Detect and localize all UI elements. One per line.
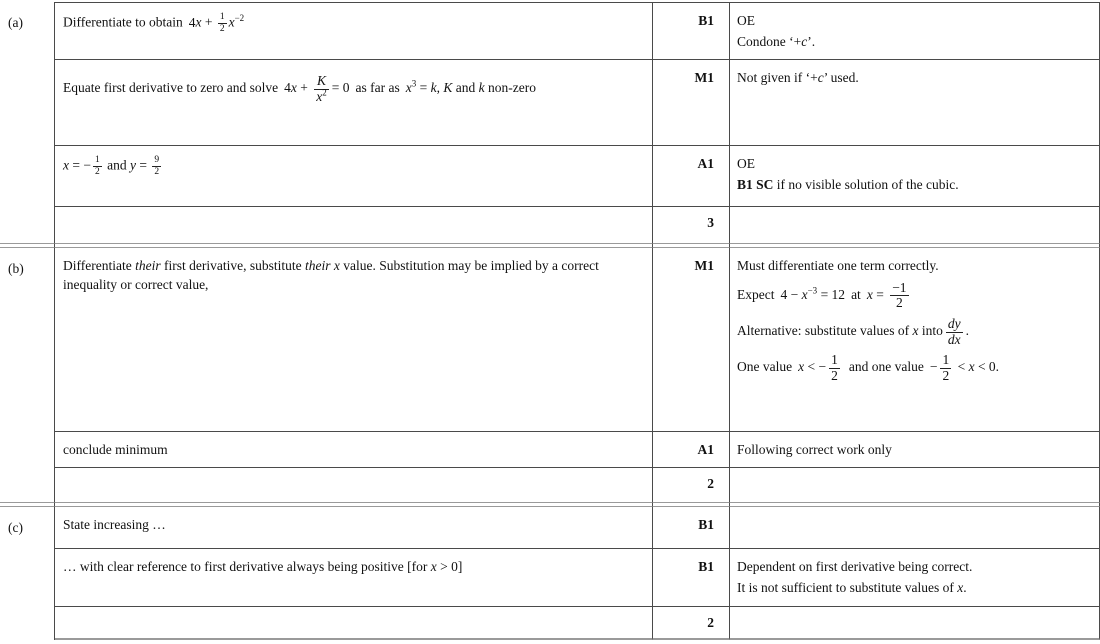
bold-run: B1 SC — [737, 176, 774, 192]
exponent: −3 — [807, 285, 818, 296]
math-op: = − — [69, 157, 91, 173]
part-label-text: (b) — [8, 261, 24, 276]
text-run: Differentiate to obtain — [63, 14, 183, 30]
total-cell: 3 — [652, 207, 730, 243]
text-run: Alternative: substitute values of — [737, 323, 913, 339]
math-var: x — [968, 359, 975, 375]
text-run: value. Substitution may be implied by a correct inequality or correct value, — [63, 258, 599, 292]
row-a2 — [0, 60, 1100, 146]
mark-cell: B1 — [652, 2, 730, 60]
mark-cell: B1 — [652, 549, 730, 607]
frac-den: 2 — [831, 367, 838, 383]
math-var: K — [443, 80, 453, 96]
comment-cell-empty — [730, 207, 1100, 243]
math-op: + — [296, 80, 312, 96]
italic-run: their — [135, 258, 161, 273]
frac-den: 2 — [219, 23, 225, 34]
comment-cell — [730, 60, 1100, 146]
comment-line: Must differentiate one term correctly. — [737, 258, 939, 273]
mark-cell: A1 — [652, 146, 730, 207]
math-var: x — [798, 359, 805, 375]
answer-cell-empty — [55, 207, 652, 243]
comment-cell — [730, 549, 1100, 607]
frac-num: 1 — [831, 352, 838, 368]
answer-cell — [55, 146, 652, 207]
part-label-text: (a) — [8, 15, 23, 30]
frac-num: K — [317, 73, 327, 88]
frac-num: 1 — [219, 12, 225, 22]
math-var: x — [866, 287, 873, 303]
comment-line: Following correct work only — [737, 442, 892, 457]
fraction — [218, 12, 227, 35]
fraction — [314, 74, 329, 104]
math-op: < — [954, 359, 969, 375]
part-label-c — [0, 507, 55, 640]
answer-cell-empty — [55, 468, 652, 502]
math-op: > 0 — [436, 559, 458, 574]
text-run: as far as — [355, 80, 400, 96]
comment-line: OE — [737, 156, 755, 171]
mark-cell: B1 — [652, 507, 730, 549]
text-run: into — [918, 323, 943, 339]
math-var: x — [405, 80, 412, 96]
part-label-text: (c) — [8, 520, 23, 535]
math-op: = 0 — [331, 80, 350, 96]
math-op: < 0. — [974, 359, 1000, 375]
math-var: x — [316, 88, 323, 104]
frac-den: 2 — [154, 166, 160, 177]
text-run: Differentiate — [63, 258, 136, 273]
fraction — [829, 353, 840, 383]
row-a-total — [0, 207, 1100, 243]
frac-den: dx — [947, 331, 961, 347]
text-run: ’ used. — [823, 70, 859, 85]
text-run: Equate first derivative to zero and solve — [63, 80, 279, 96]
row-c2 — [0, 549, 1100, 607]
total-cell: 2 — [652, 468, 730, 502]
row-a3 — [0, 146, 1100, 207]
math-op: + — [201, 14, 216, 30]
italic-run: their x — [304, 258, 340, 273]
answer-cell-empty — [55, 607, 652, 640]
answer-cell — [55, 60, 652, 146]
math-var: y — [129, 157, 136, 173]
math-var: c — [801, 33, 808, 49]
frac-num: 9 — [154, 155, 160, 165]
math-var: x — [228, 14, 235, 30]
math-var: k — [478, 80, 485, 96]
comment-cell — [730, 248, 1100, 432]
math-op: = — [135, 157, 151, 173]
math-var: x — [290, 80, 297, 96]
math-op: = — [416, 80, 431, 96]
math-var: x — [63, 157, 69, 173]
math-var: c — [817, 70, 824, 85]
frac-den — [314, 89, 329, 105]
math-coef: 4 — [284, 80, 291, 96]
answer-cell — [55, 549, 652, 607]
row-b-total — [0, 468, 1100, 502]
text-run: first derivative, substitute — [160, 258, 305, 273]
comment-cell-empty — [730, 607, 1100, 640]
frac-num: −1 — [892, 279, 907, 295]
comment-line — [737, 579, 1091, 598]
comment-cell — [730, 432, 1100, 468]
math-op: < − — [804, 359, 827, 375]
comment-line — [737, 280, 1091, 312]
comment-cell-empty — [730, 468, 1100, 502]
text-run: if no visible solution of the cubic. — [773, 176, 959, 192]
comment-line — [737, 69, 1091, 88]
text-run: One value — [737, 359, 793, 375]
math-run: 4 − — [780, 287, 802, 303]
answer-cell — [55, 507, 652, 549]
text-run: , — [436, 80, 444, 96]
row-a1 — [0, 2, 1100, 60]
text-run: at — [851, 287, 861, 303]
text-run: State increasing … — [63, 517, 166, 532]
answer-cell — [55, 432, 652, 468]
frac-den: 2 — [890, 295, 908, 311]
fraction — [946, 317, 963, 347]
fraction — [152, 155, 161, 178]
math-var: x — [430, 559, 437, 574]
comment-line — [737, 352, 1091, 384]
mark-scheme-table — [0, 2, 1100, 640]
answer-cell — [55, 248, 652, 432]
text-run: It is not sufficient to substitute values of — [737, 579, 958, 595]
mark-cell: A1 — [652, 432, 730, 468]
text-run: . — [965, 323, 969, 339]
text-run: and — [103, 157, 130, 173]
mark-cell: M1 — [652, 60, 730, 146]
comment-cell — [730, 2, 1100, 60]
comment-line — [737, 176, 1091, 195]
comment-cell — [730, 146, 1100, 207]
text-run: and — [452, 80, 479, 96]
text-run: Condone ‘+ — [737, 33, 802, 49]
comment-line: OE — [737, 13, 755, 28]
fraction — [890, 281, 908, 311]
math-var: x — [957, 579, 964, 595]
comment-line — [737, 33, 1091, 52]
row-b1 — [0, 248, 1100, 432]
mark-cell: M1 — [652, 248, 730, 432]
text-run: ’. — [807, 33, 816, 49]
part-label-a — [0, 2, 55, 243]
frac-den: 2 — [94, 166, 100, 177]
frac-num: 1 — [94, 155, 100, 165]
text-run: ] — [457, 559, 463, 574]
math-coef: 4 — [188, 14, 196, 30]
text-run: and one value — [848, 359, 924, 375]
comment-line — [737, 316, 1091, 348]
row-c-total — [0, 607, 1100, 640]
exponent: −2 — [234, 13, 245, 24]
comment-line: Dependent on first derivative being correct. — [737, 559, 973, 574]
frac-num: dy — [947, 316, 961, 332]
comment-cell-empty — [730, 507, 1100, 549]
math-var: x — [801, 287, 808, 303]
math-var: k — [430, 80, 437, 96]
fraction — [93, 155, 102, 178]
exponent: 2 — [322, 87, 327, 98]
text-run: non-zero — [484, 80, 537, 96]
text-run: . — [963, 579, 967, 595]
exponent: 3 — [411, 78, 417, 89]
answer-cell — [55, 2, 652, 60]
math-op: − — [929, 359, 938, 375]
math-var: x — [195, 14, 202, 30]
row-c1 — [0, 507, 1100, 549]
text-run: … with clear reference to first derivative always being positive [for — [63, 559, 431, 574]
total-cell: 2 — [652, 607, 730, 640]
row-b2 — [0, 432, 1100, 468]
frac-num: 1 — [942, 352, 950, 368]
math-op: = — [872, 287, 888, 303]
frac-den: 2 — [942, 367, 950, 383]
text-run: conclude minimum — [63, 442, 168, 457]
part-label-b — [0, 248, 55, 502]
fraction — [940, 353, 951, 383]
math-op: = 12 — [817, 287, 846, 303]
math-var: x — [912, 323, 919, 339]
text-run: Not given if ‘+ — [737, 70, 818, 85]
text-run: Expect — [737, 287, 775, 303]
